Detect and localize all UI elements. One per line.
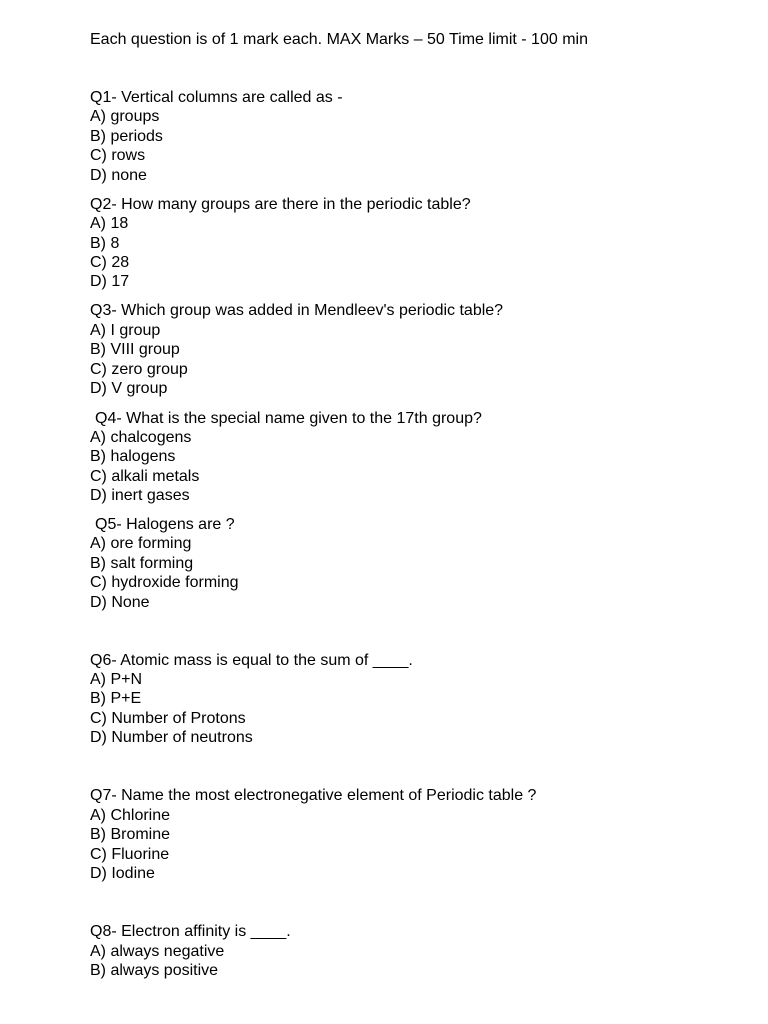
question-7-option-c: C) Fluorine (90, 846, 170, 863)
question-6-option-a: A) P+N (90, 671, 143, 688)
question-5-option-b: B) salt forming (90, 555, 194, 572)
question-1-option-d: D) none (90, 167, 147, 184)
question-1-option-c: C) rows (90, 147, 146, 164)
question-3-option-c: C) zero group (90, 361, 188, 378)
question-6-option-d: D) Number of neutrons (90, 729, 253, 746)
question-2-option-d: D) 17 (90, 273, 130, 290)
question-2-text: Q2- How many groups are there in the periodic table? (90, 196, 471, 213)
question-4-option-c: C) alkali metals (90, 468, 200, 485)
question-3-option-a: A) I group (90, 322, 161, 339)
question-8-option-b: B) always positive (90, 962, 219, 979)
question-2-option-a: A) 18 (90, 215, 129, 232)
question-4-text: Q4- What is the special name given to the 17th group? (95, 410, 482, 427)
question-3-option-d: D) V group (90, 380, 168, 397)
question-7-text: Q7- Name the most electronegative element of Periodic table ? (90, 787, 537, 804)
question-6-text: Q6- Atomic mass is equal to the sum of ____. (90, 652, 413, 669)
question-8-text: Q8- Electron affinity is ____. (90, 923, 291, 940)
question-6-option-b: B) P+E (90, 690, 142, 707)
question-3-text: Q3- Which group was added in Mendleev's periodic table? (90, 302, 504, 319)
exam-instructions: Each question is of 1 mark each. MAX Marks – 50 Time limit - 100 min (90, 31, 588, 48)
question-1-option-a: A) groups (90, 108, 160, 125)
question-3-option-b: B) VIII group (90, 341, 180, 358)
question-1-text: Q1- Vertical columns are called as - (90, 89, 343, 106)
question-2-option-c: C) 28 (90, 254, 130, 271)
question-6-option-c: C) Number of Protons (90, 710, 246, 727)
question-5-option-d: D) None (90, 594, 150, 611)
question-4-option-d: D) inert gases (90, 487, 190, 504)
question-7-option-a: A) Chlorine (90, 807, 171, 824)
question-2-option-b: B) 8 (90, 235, 120, 252)
question-4-option-a: A) chalcogens (90, 429, 192, 446)
question-8-option-a: A) always negative (90, 943, 225, 960)
question-4-option-b: B) halogens (90, 448, 176, 465)
question-7-option-d: D) Iodine (90, 865, 155, 882)
question-5-option-a: A) ore forming (90, 535, 192, 552)
question-5-text: Q5- Halogens are ? (95, 516, 235, 533)
question-5-option-c: C) hydroxide forming (90, 574, 239, 591)
question-7-option-b: B) Bromine (90, 826, 171, 843)
question-1-option-b: B) periods (90, 128, 163, 145)
